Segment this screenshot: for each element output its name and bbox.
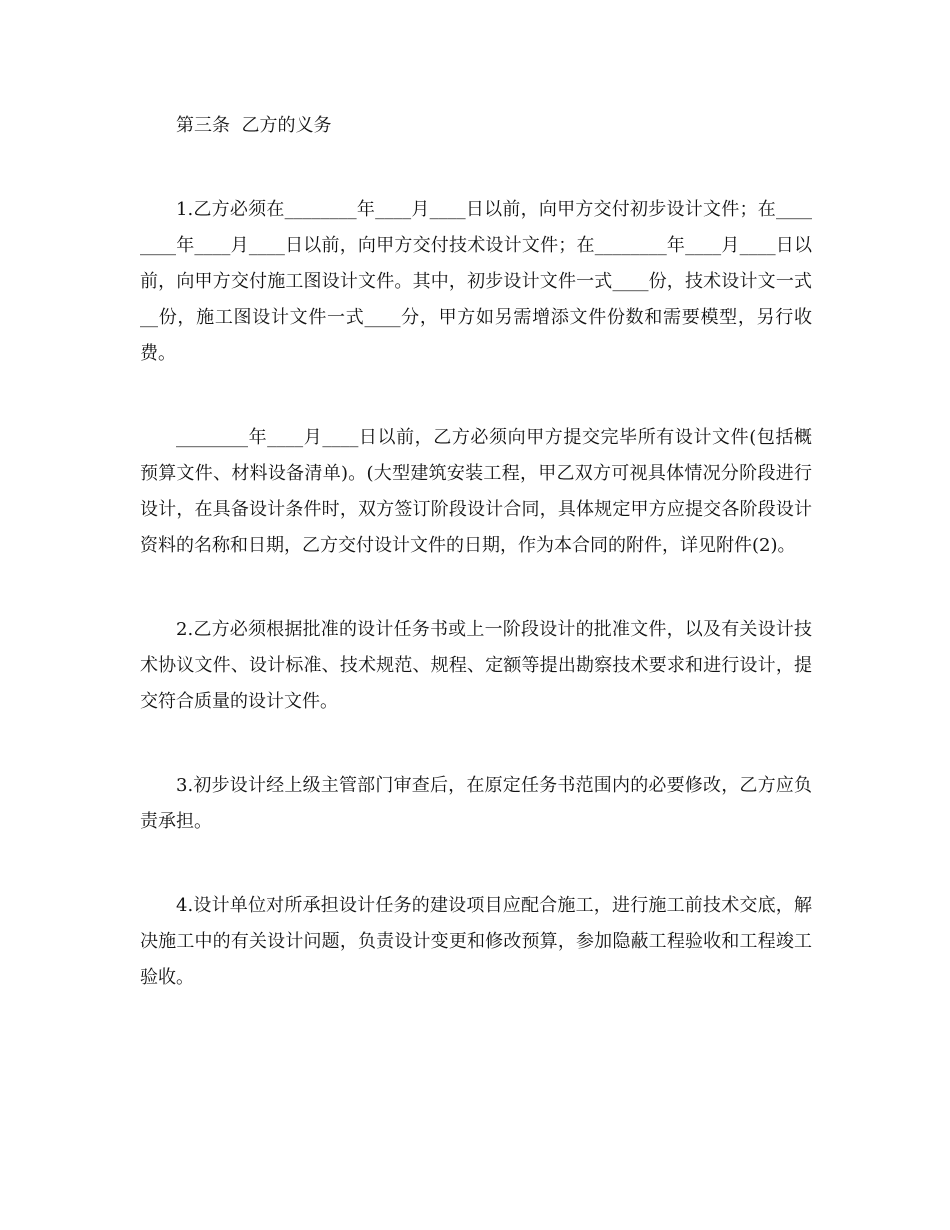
paragraph-3-revisions: 3.初步设计经上级主管部门审查后，在原定任务书范围内的必要修改，乙方应负责承担。 <box>140 775 812 832</box>
document-body <box>140 108 812 1044</box>
paragraph-final-submission: ________年____月____日以前，乙方必须向甲方提交完毕所有设计文件(包括概预算文件、材料设备清单)。(大型建筑安装工程，甲乙双方可视具体情况分阶段进行设计，在具备设计条件时，双方签订阶段设计合同，具体规定甲方应提交各阶段设计资料的名称和日期，乙方交付设计文件的日期，作为本合同的附件，详见附件(2)。 <box>140 427 812 556</box>
paragraph-2-design-basis: 2.乙方必须根据批准的设计任务书或上一阶段设计的批准文件，以及有关设计技术协议文件、设计标准、技术规范、规程、定额等提出勘察技术要求和进行设计，提交符合质量的设计文件。 <box>140 619 812 712</box>
paragraph-1-delivery-schedule: 1.乙方必须在________年____月____日以前，向甲方交付初步设计文件；在________年____月____日以前，向甲方交付技术设计文件；在________年____月____日以前，向甲方交付施工图设计文件。其中，初步设计文件一式____份，技术设计文一式__份，施工图设计文件一式____分，甲方如另需增添文件份数和需要模型，另行收费。 <box>140 199 812 364</box>
paragraph-4-construction-support: 4.设计单位对所承担设计任务的建设项目应配合施工，进行施工前技术交底，解决施工中的有关设计问题，负责设计变更和修改预算，参加隐蔽工程验收和工程竣工验收。 <box>140 895 812 988</box>
article-heading: 第三条 乙方的义务 <box>176 115 332 136</box>
